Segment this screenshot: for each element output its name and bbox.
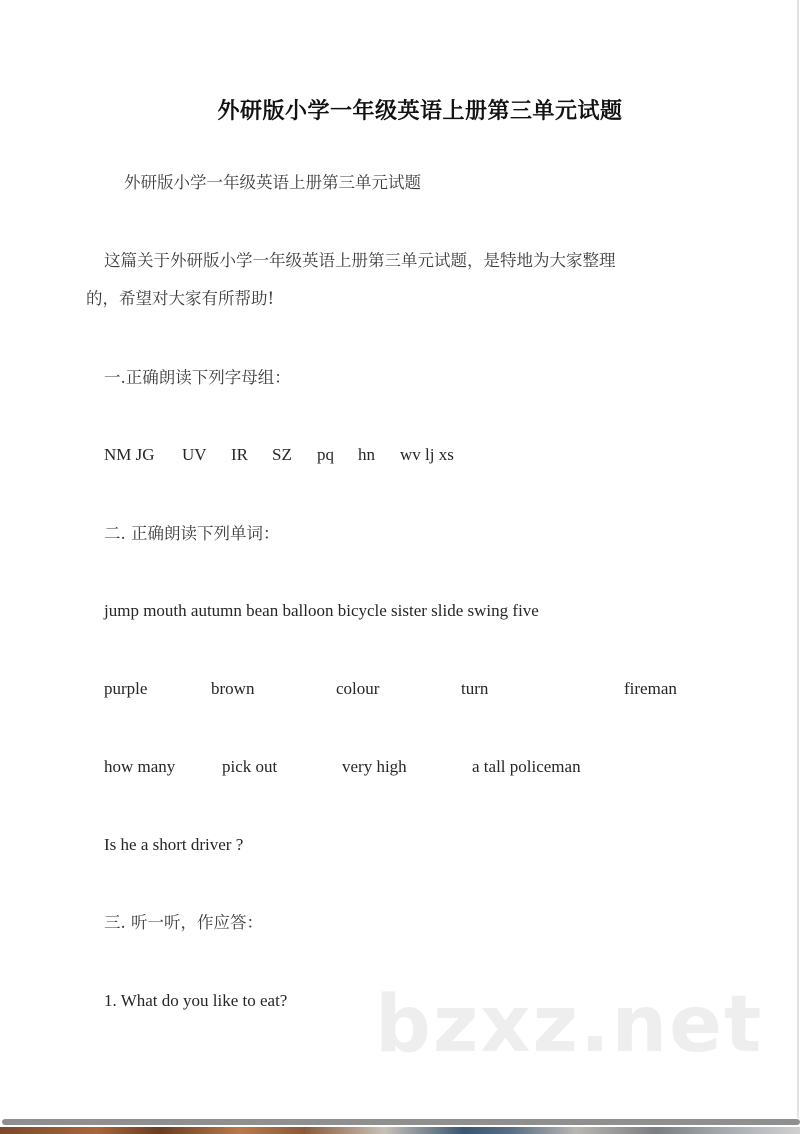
letter-groups-row — [0, 444, 800, 466]
phrase: pick out — [222, 757, 278, 776]
section-2-heading: 二. 正确朗读下列单词： — [104, 524, 280, 543]
sentence: Is he a short driver ? — [104, 835, 244, 854]
letter-group: hn — [358, 445, 375, 464]
horizontal-scrollbar[interactable] — [2, 1119, 800, 1125]
letter-group: NM JG — [104, 445, 155, 464]
letter-group: IR — [231, 445, 248, 464]
phrase: how many — [104, 757, 176, 776]
word: fireman — [624, 679, 677, 698]
question-1: 1. What do you like to eat? — [104, 991, 288, 1010]
section-3-heading: 三. 听一听，作应答： — [104, 913, 263, 932]
intro-paragraph-line-1: 这篇关于外研版小学一年级英语上册第三单元试题，是特地为大家整理 — [104, 251, 616, 270]
word: purple — [104, 679, 148, 698]
phrase: very high — [342, 757, 407, 776]
word: brown — [211, 679, 255, 698]
watermark: bzxz.net — [375, 980, 764, 1070]
document-subtitle: 外研版小学一年级英语上册第三单元试题 — [124, 173, 421, 192]
letter-group: wv lj xs — [400, 445, 454, 464]
section-1-heading: 一.正确朗读下列字母组： — [104, 368, 291, 387]
letter-group: SZ — [272, 445, 292, 464]
intro-paragraph-line-2: 的，希望对大家有所帮助! — [86, 289, 275, 308]
words-row-2 — [0, 678, 800, 700]
word: colour — [336, 679, 380, 698]
letter-group: pq — [317, 445, 334, 464]
phrase: a tall policeman — [472, 757, 581, 776]
phrases-row — [0, 756, 800, 778]
document-title: 外研版小学一年级英语上册第三单元试题 — [217, 99, 623, 124]
next-page-image-strip — [0, 1127, 800, 1134]
word: turn — [461, 679, 489, 698]
letter-group: UV — [182, 445, 207, 464]
words-line: jump mouth autumn bean balloon bicycle sister slide swing five — [104, 601, 539, 620]
